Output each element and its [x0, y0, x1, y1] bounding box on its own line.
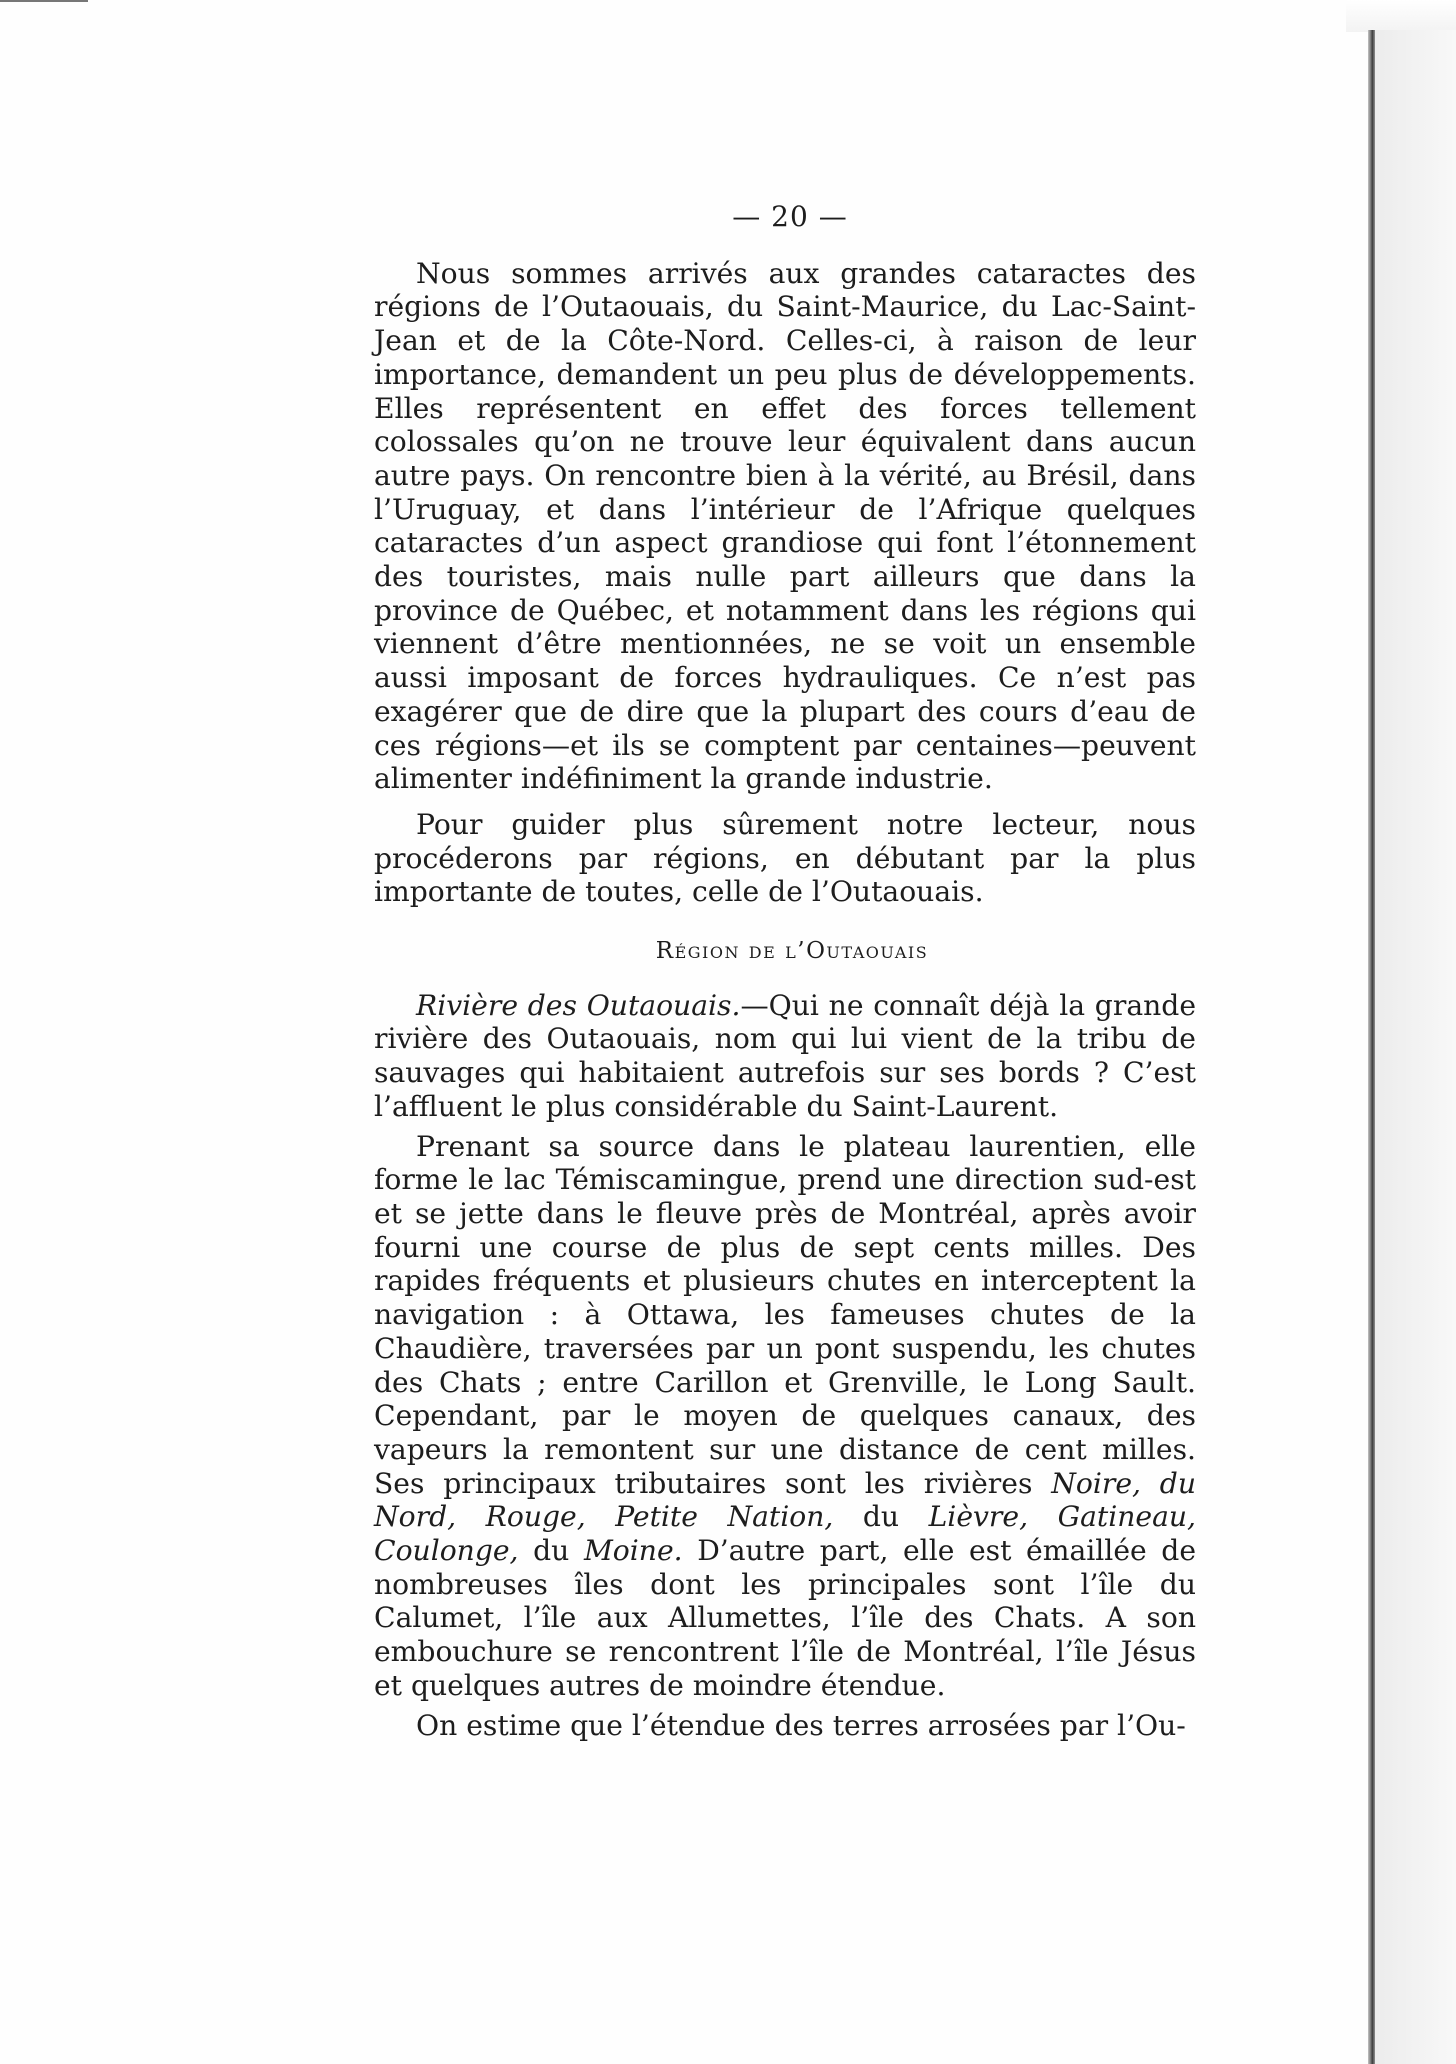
paragraph-source-part-a: Prenant sa source dans le plateau laurentien, elle forme le lac Témiscamingue, prend une direction sud-est et se jette dans le fleuve près de Montréal, après avoir fourni une course de plus de sept cents milles. Des rapides fréquents et plusieurs chutes en interceptent la navigation : à Ottawa, les fameuses chutes de la Chaudière, traversées par un pont suspendu, les chutes des Chats ; entre Carillon et Grenville, le Long Sault. Cependant, par le moyen de quelques canaux, des vapeurs la remontent sur une distance de cent milles. Ses principaux tributaires sont les rivières: [374, 1129, 1196, 1500]
paragraph-riviere: [374, 989, 1196, 1124]
text-block: [374, 200, 1196, 1748]
paragraph-intro: Nous sommes arrivés aux grandes cataractes des régions de l’Outaouais, du Saint-Maurice, du Lac-Saint-Jean et de la Côte-Nord. Celles-ci, à raison de leur importance, demandent un peu plus de développements. Elles représentent en effet des forces tellement colossales qu’on ne trouve leur équivalent dans aucun autre pays. On rencontre bien à la vérité, au Brésil, dans l’Uruguay, et dans l’intérieur de l’Afrique quelques cataractes d’un aspect grandiose qui font l’étonnement des touristes, mais nulle part ailleurs que dans la province de Québec, et notamment dans les régions qui viennent d’être mentionnées, ne se voit un ensemble aussi imposant de forces hydrauliques. Ce n’est pas exagérer que de dire que la plupart des cours d’eau de ces régions—et ils se comptent par centaines—peuvent alimenter indéfiniment la grande industrie.: [374, 256, 1196, 796]
paragraph-source-part-b: du: [833, 1500, 929, 1534]
paragraph-method: Pour guider plus sûrement notre lecteur, nous procéderons par régions, en débutant par la plus importante de toutes, celle de l’Outaouais.: [374, 807, 1196, 909]
page-edge-top: [1346, 0, 1456, 32]
tributaries-list-3: Moine.: [583, 1534, 683, 1568]
paragraph-source: [374, 1130, 1196, 1703]
facing-page-margin: [1375, 30, 1456, 2064]
book-spine-edge: [1368, 30, 1375, 2064]
paragraph-estimate: On estime que l’étendue des terres arrosées par l’Ou-: [416, 1708, 1186, 1742]
paragraph-riviere-title: Rivière des Outaouais.: [416, 988, 741, 1022]
scan-corner-mark: [0, 0, 88, 2]
section-heading: Région de l’Outaouais: [655, 938, 929, 965]
paragraph-riviere-text: —Qui ne connaît déjà la grande rivière des Outaouais, nom qui lui vient de la tribu de sauvages qui habitaient autrefois sur ses bords ? C’est l’affluent le plus considérable du Saint-Laurent.: [374, 988, 1197, 1123]
tributaries-list-2: Lièvre, Gatineau, Coulonge,: [374, 1500, 1196, 1568]
paragraph-source-part-c: du: [518, 1534, 584, 1568]
page-number: — 20 —: [732, 200, 848, 233]
tributaries-list-1: Noire, du Nord, Rouge, Petite Nation,: [374, 1466, 1196, 1534]
paragraph-source-part-d: D’autre part, elle est émaillée de nombreuses îles dont les principales sont l’île du Calumet, l’île aux Allumettes, l’île des Chats. A son embouchure se rencontrent l’île de Montréal, l’île Jésus et quelques autres de moindre étendue.: [374, 1534, 1197, 1702]
